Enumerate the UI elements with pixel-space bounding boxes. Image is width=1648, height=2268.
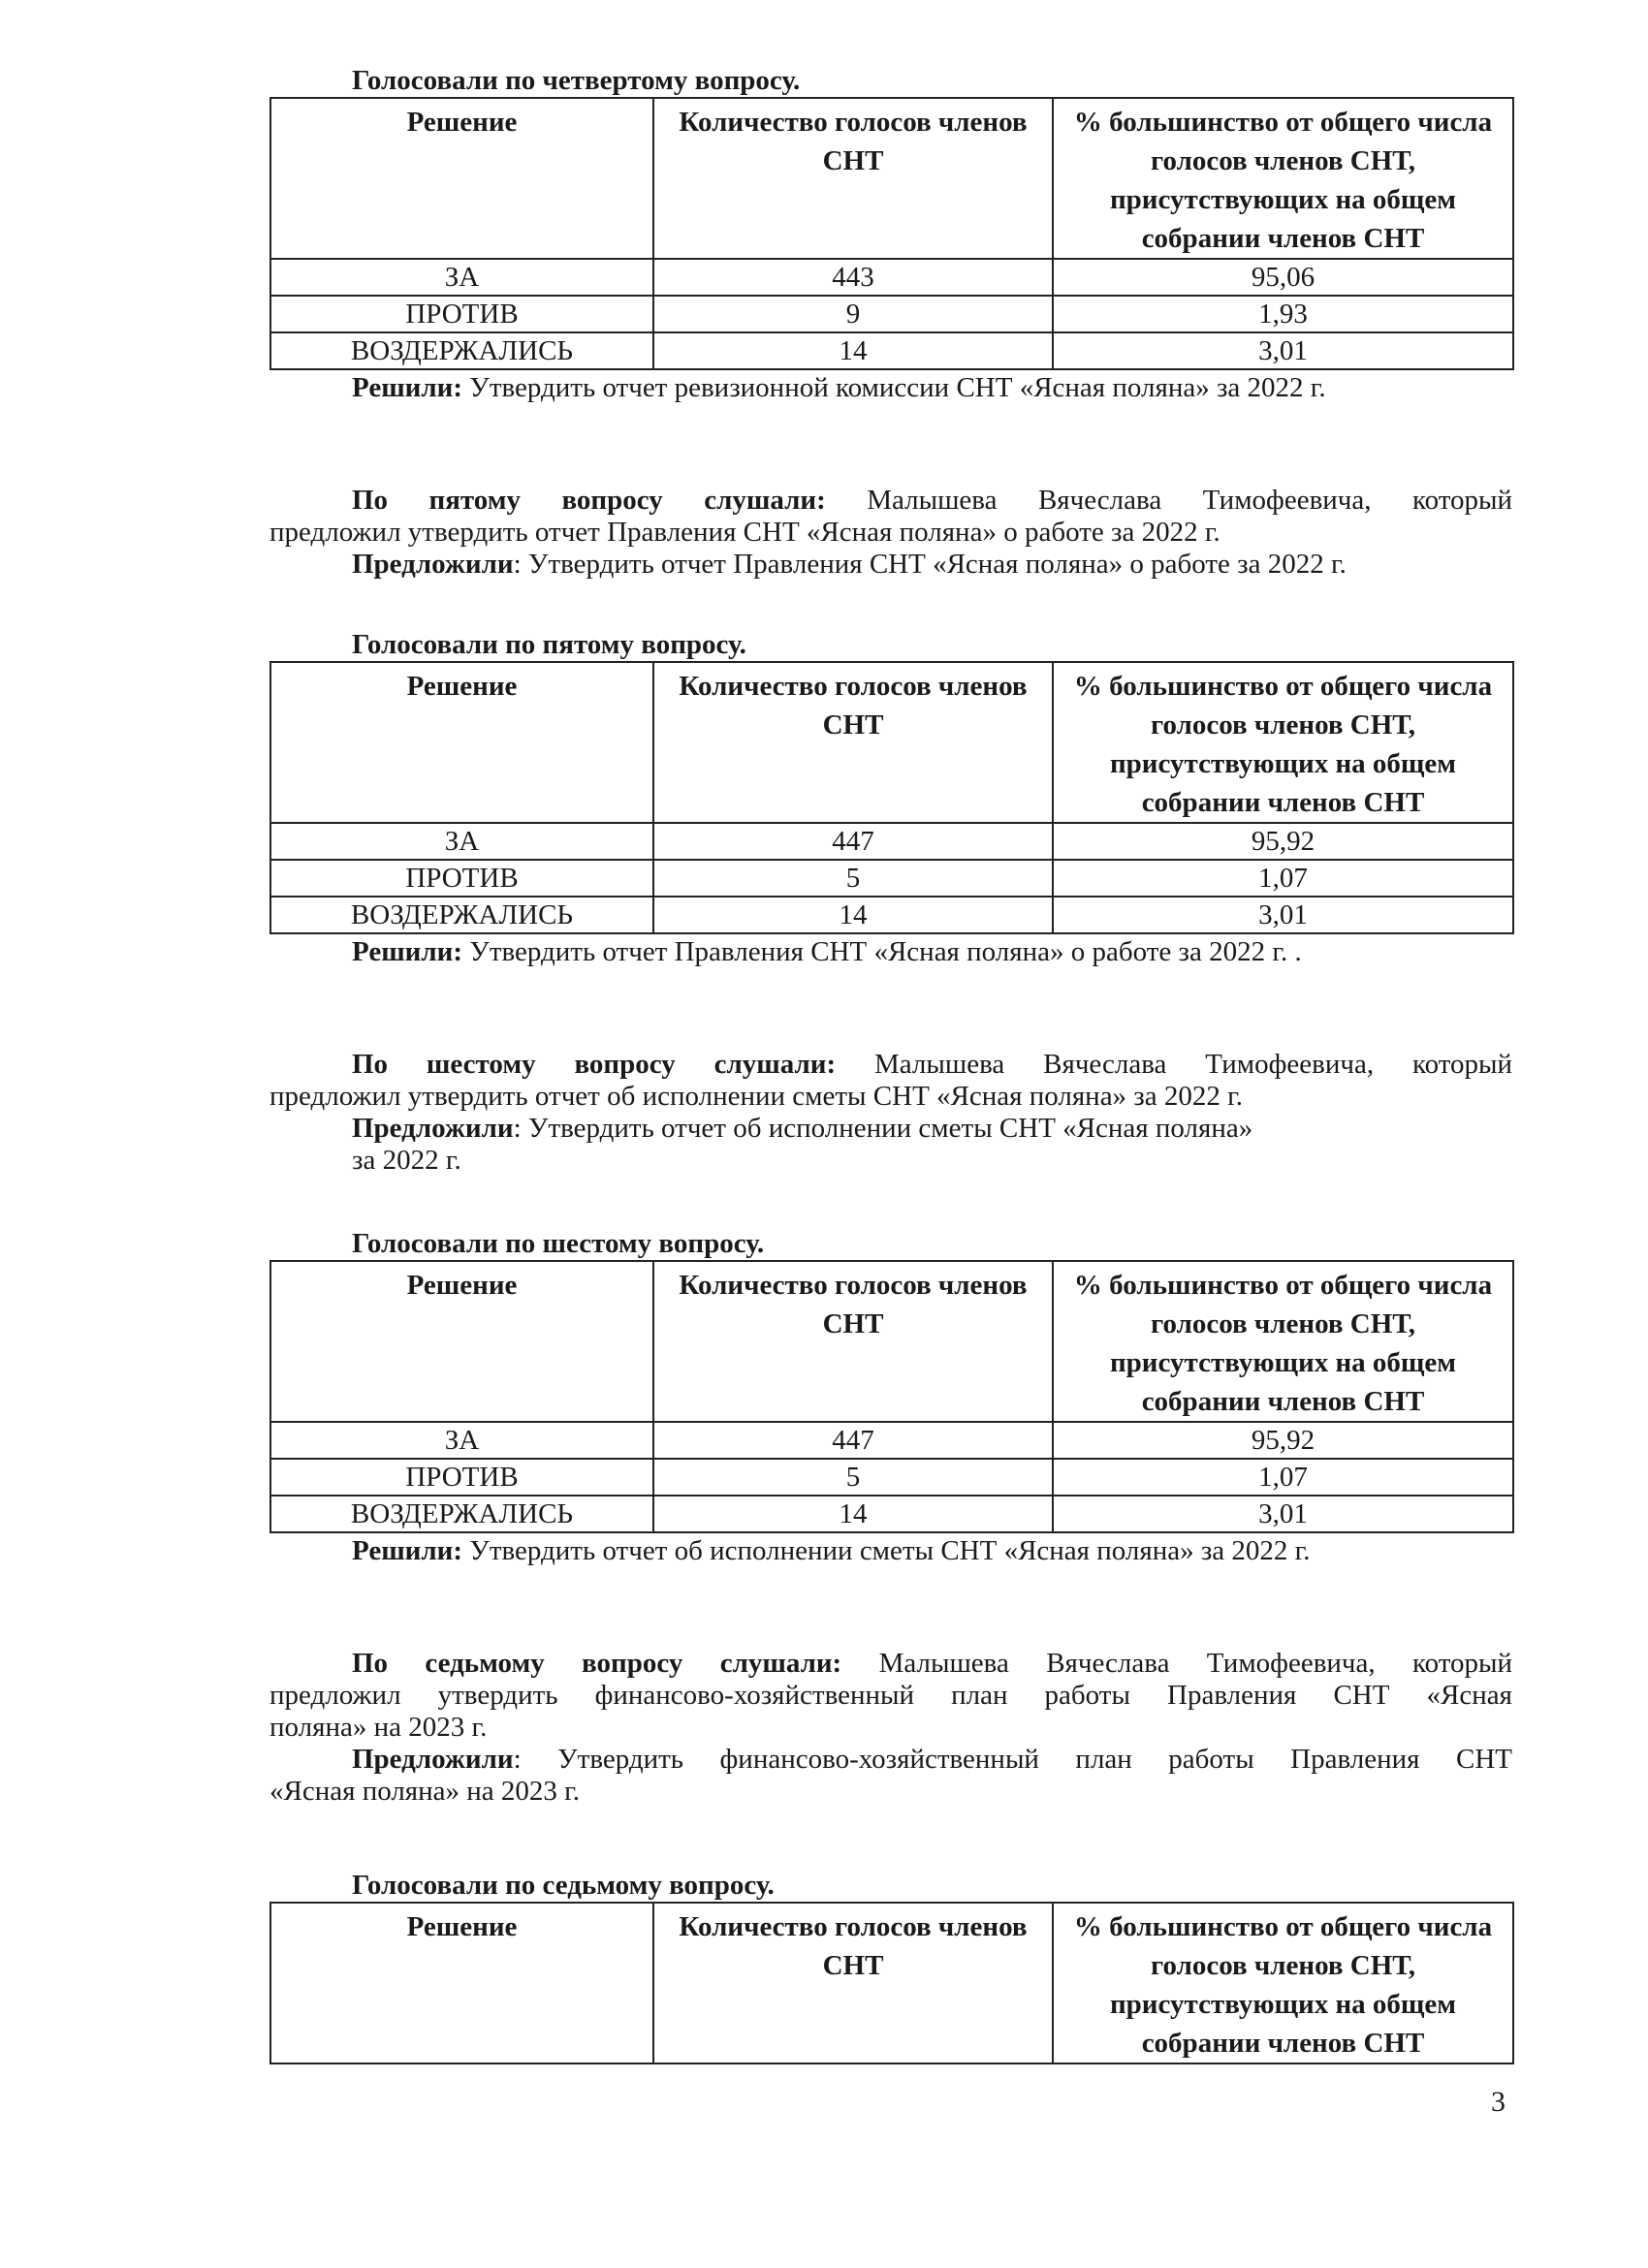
offer-label: Предложили: [352, 549, 514, 580]
heard-label: По пятому вопросу слушали:: [352, 485, 826, 516]
header-decision: Решение: [270, 1903, 653, 2063]
row-count: 14: [653, 332, 1053, 369]
row-percent: 3,01: [1053, 1496, 1513, 1532]
row-percent: 95,92: [1053, 823, 1513, 860]
decided-label: Решили:: [352, 372, 463, 403]
header-vote-count: Количество голосов членов СНТ: [653, 662, 1053, 823]
header-percent: % большинство от общего числа голосов членов СНТ, присутствующих на общем собрании членов СНТ: [1053, 98, 1513, 259]
row-percent: 95,06: [1053, 259, 1513, 296]
heard-label: По шестому вопросу слушали:: [352, 1049, 837, 1080]
offer-text: : Утвердить отчет об исполнении сметы СНТ «Ясная поляна»: [513, 1113, 1253, 1144]
offer-text: : Утвердить финансово-хозяйственный план работы Правления СНТ: [513, 1744, 1512, 1775]
row-label: ВОЗДЕРЖАЛИСЬ: [270, 332, 653, 369]
q7-vote-table: [269, 1902, 1514, 2064]
q7-heard-line2: предложил утвердить финансово-хозяйственный план работы Правления СНТ «Ясная: [269, 1680, 1512, 1711]
table-row: [270, 332, 1513, 369]
row-percent: 1,07: [1053, 860, 1513, 897]
q4-vote-table: [269, 97, 1514, 370]
header-percent: % большинство от общего числа голосов членов СНТ, присутствующих на общем собрании членов СНТ: [1053, 1903, 1513, 2063]
q6-vote-title: Голосовали по шестому вопросу.: [352, 1228, 765, 1259]
q4-decision: [269, 370, 1512, 405]
decided-label: Решили:: [352, 1535, 463, 1566]
offer-label: Предложили: [352, 1744, 514, 1775]
header-vote-count: Количество голосов членов СНТ: [653, 1903, 1053, 2063]
q7-vote-title: Голосовали по седьмому вопросу.: [352, 1870, 775, 1901]
q6-offer: [269, 1113, 1512, 1145]
row-count: 14: [653, 897, 1053, 933]
row-label: ВОЗДЕРЖАЛИСЬ: [270, 1496, 653, 1532]
q7-discussion: [269, 1648, 1512, 1808]
offer-label: Предложили: [352, 1113, 514, 1144]
row-percent: 1,07: [1053, 1459, 1513, 1496]
table-header-row: [270, 1903, 1513, 2063]
decided-text: Утвердить отчет об исполнении сметы СНТ «Ясная поляна» за 2022 г.: [462, 1535, 1311, 1566]
row-label: ЗА: [270, 259, 653, 296]
row-label: ВОЗДЕРЖАЛИСЬ: [270, 897, 653, 933]
heard-label: По седьмому вопросу слушали:: [352, 1648, 842, 1679]
q7-offer-line2: «Ясная поляна» на 2023 г.: [269, 1776, 581, 1807]
q5-heard-line2: предложил утвердить отчет Правления СНТ «Ясная поляна» о работе за 2022 г.: [269, 517, 1220, 548]
row-count: 9: [653, 296, 1053, 332]
q6-vote-block: [269, 1229, 1512, 1568]
q5-offer: [269, 549, 1512, 581]
header-decision: Решение: [270, 662, 653, 823]
q5-heard-line1: [269, 485, 1512, 517]
table-header-row: [270, 1261, 1513, 1422]
row-label: ПРОТИВ: [270, 860, 653, 897]
row-count: 5: [653, 1459, 1053, 1496]
row-count: 447: [653, 1422, 1053, 1459]
heard-text: Малышева Вячеслава Тимофеевича, который: [836, 1049, 1512, 1080]
q5-vote-block: [269, 630, 1512, 969]
q5-decision: [269, 934, 1512, 969]
decided-text: Утвердить отчет ревизионной комиссии СНТ «Ясная поляна» за 2022 г.: [462, 372, 1326, 403]
header-vote-count: Количество голосов членов СНТ: [653, 1261, 1053, 1422]
table-row: [270, 897, 1513, 933]
table-header-row: [270, 98, 1513, 259]
header-decision: Решение: [270, 98, 653, 259]
q6-decision: [269, 1533, 1512, 1568]
row-count: 443: [653, 259, 1053, 296]
header-percent: % большинство от общего числа голосов членов СНТ, присутствующих на общем собрании членов СНТ: [1053, 1261, 1513, 1422]
decided-text: Утвердить отчет Правления СНТ «Ясная поляна» о работе за 2022 г. .: [462, 936, 1302, 967]
row-percent: 95,92: [1053, 1422, 1513, 1459]
table-row: [270, 823, 1513, 860]
q4-vote-title: Голосовали по четвертому вопросу.: [352, 65, 801, 96]
q5-vote-title: Голосовали по пятому вопросу.: [352, 629, 746, 660]
table-header-row: [270, 662, 1513, 823]
decided-label: Решили:: [352, 936, 463, 967]
page-number: 3: [1491, 2086, 1505, 2118]
q7-heard-line3: поляна» на 2023 г.: [269, 1712, 488, 1743]
q6-offer-cont: за 2022 г.: [352, 1145, 461, 1176]
row-percent: 1,93: [1053, 296, 1513, 332]
offer-text: : Утвердить отчет Правления СНТ «Ясная поляна» о работе за 2022 г.: [513, 549, 1347, 580]
table-row: [270, 860, 1513, 897]
row-count: 5: [653, 860, 1053, 897]
q5-vote-table: [269, 661, 1514, 934]
table-row: [270, 296, 1513, 332]
q4-vote-block: [269, 66, 1512, 405]
row-percent: 3,01: [1053, 332, 1513, 369]
header-percent: % большинство от общего числа голосов членов СНТ, присутствующих на общем собрании членов СНТ: [1053, 662, 1513, 823]
row-label: ЗА: [270, 823, 653, 860]
row-count: 447: [653, 823, 1053, 860]
q6-discussion: [269, 1049, 1512, 1177]
row-label: ПРОТИВ: [270, 1459, 653, 1496]
q6-heard-line2: предложил утвердить отчет об исполнении сметы СНТ «Ясная поляна» за 2022 г.: [269, 1081, 1244, 1112]
header-decision: Решение: [270, 1261, 653, 1422]
row-percent: 3,01: [1053, 897, 1513, 933]
header-vote-count: Количество голосов членов СНТ: [653, 98, 1053, 259]
q7-heard-line1: [269, 1648, 1512, 1680]
row-label: ПРОТИВ: [270, 296, 653, 332]
row-label: ЗА: [270, 1422, 653, 1459]
table-row: [270, 1459, 1513, 1496]
table-row: [270, 1422, 1513, 1459]
q7-offer-line1: [269, 1744, 1512, 1776]
heard-text: Малышева Вячеслава Тимофеевича, который: [841, 1648, 1513, 1679]
q5-discussion: [269, 485, 1512, 581]
q7-vote-block: [269, 1871, 1512, 2064]
table-row: [270, 259, 1513, 296]
table-row: [270, 1496, 1513, 1532]
q6-vote-table: [269, 1260, 1514, 1533]
row-count: 14: [653, 1496, 1053, 1532]
heard-text: Малышева Вячеслава Тимофеевича, который: [825, 485, 1512, 516]
q6-heard-line1: [269, 1049, 1512, 1081]
